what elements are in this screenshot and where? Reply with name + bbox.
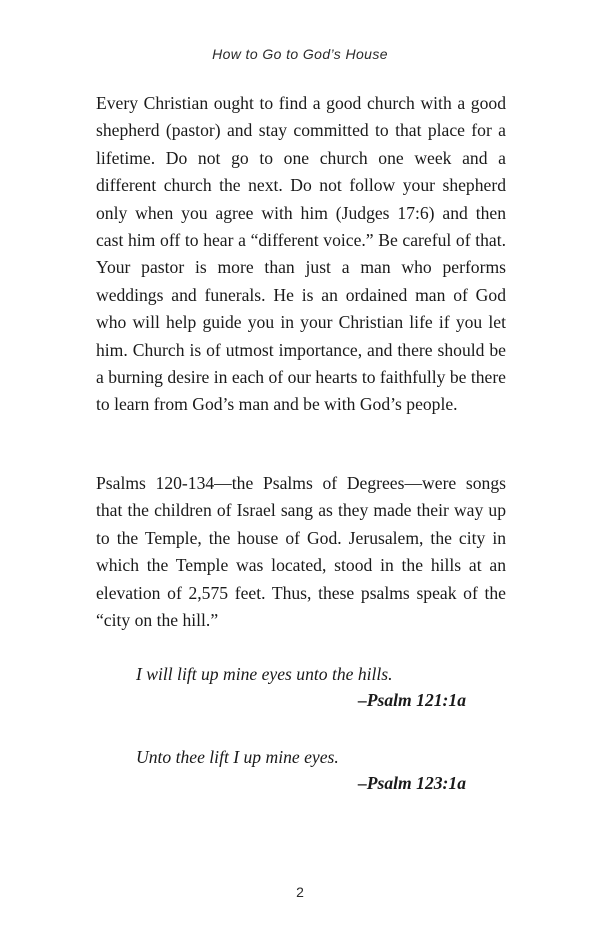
scripture-quote-reference: –Psalm 121:1a <box>357 690 466 710</box>
body-paragraph-2: Psalms 120-134—the Psalms of Degrees—were songs that the children of Israel sang as they made their way up to the Temple, the house of God. Jerusalem, the city in which the Temple was located, stood in the hills at an elevation of 2,575 feet. Thus, these psalms speak of the “city on the hill.” <box>96 473 506 631</box>
scripture-quote-2 <box>136 744 466 796</box>
page-number: 2 <box>296 884 304 900</box>
running-head-title: How to Go to God’s House <box>212 46 388 62</box>
scripture-quote-1 <box>136 661 466 713</box>
scripture-quote-text: I will lift up mine eyes unto the hills. <box>136 664 393 684</box>
scripture-quote-text: Unto thee lift I up mine eyes. <box>136 747 339 767</box>
body-paragraph-1: Every Christian ought to find a good church with a good shepherd (pastor) and stay committed to that place for a lifetime. Do not go to one church one week and a different church the next. Do not follow your shepherd only when you agree with him (Judges 17:6) and then cast him off to hear a “different voice.” Be careful of that. Your pastor is more than just a man who performs weddings and funerals. He is an ordained man of God who will help guide you in your Christian life if you let him. Church is of utmost importance, and there should be a burning desire in each of our hearts to faithfully be there to learn from God’s man and be with God’s people. <box>96 93 506 415</box>
scripture-quote-reference: –Psalm 123:1a <box>357 773 466 793</box>
